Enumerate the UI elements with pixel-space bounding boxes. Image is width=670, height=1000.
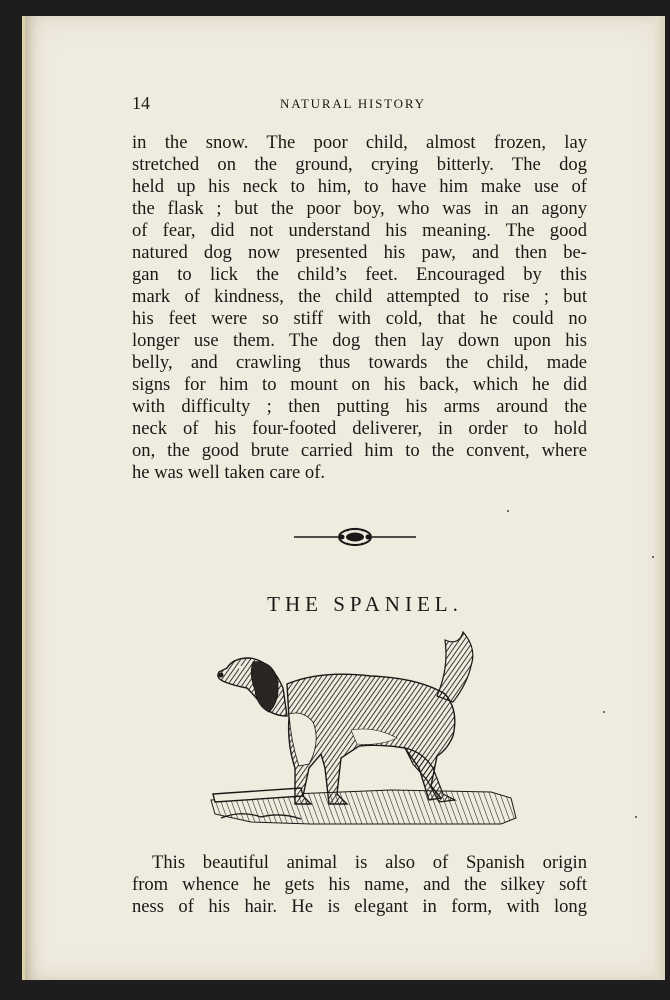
ink-speck bbox=[603, 711, 605, 713]
text-line: from whence he gets his name, and the silkey soft bbox=[132, 874, 587, 895]
story-paragraph bbox=[132, 132, 587, 484]
text-line: This beautiful animal is also of Spanish origin bbox=[152, 852, 587, 873]
ink-speck bbox=[652, 556, 654, 558]
running-title: NATURAL HISTORY bbox=[280, 96, 426, 111]
text-line: natured dog now presented his paw, and then be- bbox=[132, 242, 587, 263]
text-line: belly, and crawling thus towards the child, made bbox=[132, 352, 587, 373]
ink-speck bbox=[507, 510, 509, 512]
text-line: ness of his hair. He is elegant in form, with long bbox=[132, 896, 587, 917]
text-line: stretched on the ground, crying bitterly. The dog bbox=[132, 154, 587, 175]
text-line: neck of his four-footed deliverer, in order to hold bbox=[132, 418, 587, 439]
text-line: his feet were so stiff with cold, that he could no bbox=[132, 308, 587, 329]
text-line: in the snow. The poor child, almost frozen, lay bbox=[132, 132, 587, 153]
text-line: held up his neck to him, to have him make use of bbox=[132, 176, 587, 197]
section-title: THE SPANIEL. bbox=[267, 592, 463, 616]
text-line: with difficulty ; then putting his arms around the bbox=[132, 396, 587, 417]
running-head bbox=[132, 93, 602, 115]
text-line: signs for him to mount on his back, which he did bbox=[132, 374, 587, 395]
text-line: gan to lick the child’s feet. Encouraged by this bbox=[132, 264, 587, 285]
ornament-divider-icon bbox=[292, 524, 418, 550]
text-line: mark of kindness, the child attempted to rise ; but bbox=[132, 286, 587, 307]
ink-speck bbox=[635, 816, 637, 818]
text-line: the flask ; but the poor boy, who was in an agony bbox=[132, 198, 587, 219]
text-line: longer use them. The dog then lay down upon his bbox=[132, 330, 587, 351]
book-page bbox=[22, 16, 665, 980]
spaniel-paragraph bbox=[132, 852, 587, 918]
page-edge bbox=[655, 16, 665, 980]
text-line: of fear, did not understand his meaning. The good bbox=[132, 220, 587, 241]
text-line: on, the good brute carried him to the convent, where bbox=[132, 440, 587, 461]
page-number: 14 bbox=[132, 93, 150, 113]
spaniel-woodcut-icon bbox=[191, 618, 521, 838]
text-line: he was well taken care of. bbox=[132, 462, 326, 483]
